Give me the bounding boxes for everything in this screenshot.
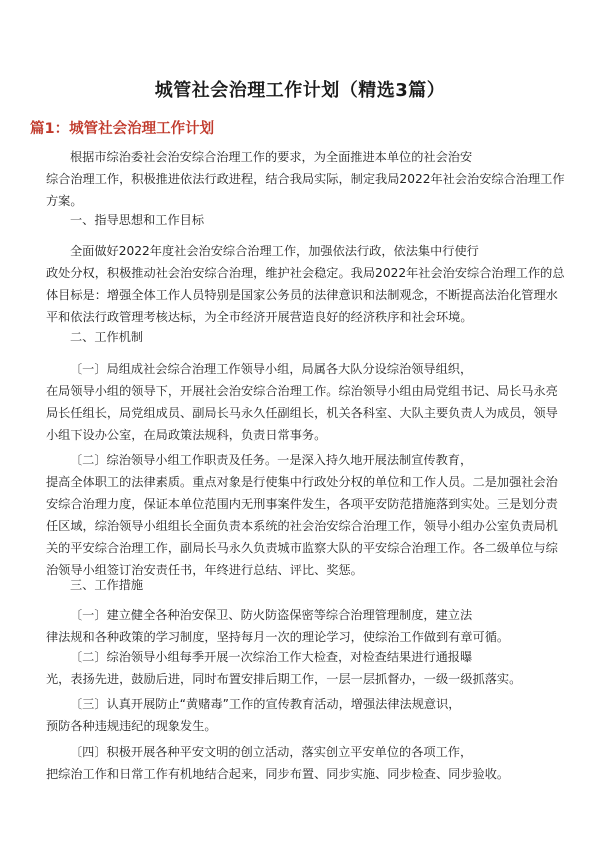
paragraph-line: 〔三〕认真开展防止“黄赌毒”工作的宣传教育活动，增强法律法规意识， xyxy=(70,697,461,711)
paragraph-line: 〔一〕局组成社会综合治理工作领导小组，局属各大队分设综治领导组织， xyxy=(70,362,473,376)
paragraph-line: 方案。 xyxy=(46,194,83,208)
paragraph-line: 任区域，综治领导小组组长全面负责本系统的社会治安综合治理工作，领导小组办公室负责局机 xyxy=(46,519,558,533)
paragraph-line: 在局领导小组的领导下，开展社会治安综合治理工作。综治领导小组由局党组书记、局长马永亮 xyxy=(46,384,558,398)
paragraph-line: 〔二〕综治领导小组每季开展一次综治工作大检查，对检查结果进行通报曝 xyxy=(70,650,473,664)
heading-work-measures: 三、工作措施 xyxy=(70,578,144,592)
paragraph-measure-1 xyxy=(46,604,556,648)
paragraph-measure-4 xyxy=(46,741,556,785)
paragraph-line: 提高全体职工的法律素质。重点对象是行使集中行政处分权的单位和工作人员。二是加强社会治 xyxy=(46,475,558,489)
paragraph-line: 律法规和各种政策的学习制度，坚持每月一次的理论学习，使综治工作做到有章可循。 xyxy=(46,630,510,644)
paragraph-line: 把综治工作和日常工作有机地结合起来，同步布置、同步实施、同步检查、同步验收。 xyxy=(46,767,510,781)
paragraph-line: 治领导小组签订治安责任书，年终进行总结、评比、奖惩。 xyxy=(46,563,363,577)
paragraph-intro xyxy=(46,146,565,212)
paragraph-measure-2 xyxy=(46,646,556,690)
paragraph-line: 综合治理工作，积极推进依法行政进程，结合我局实际，制定我局2022年社会治安综合治理工作 xyxy=(46,172,565,186)
paragraph-mechanism-2 xyxy=(46,449,556,581)
paragraph-line: 安综合治理力度，保证本单位范围内无刑事案件发生，各项平安防范措施落到实处。三是划分责 xyxy=(46,497,558,511)
paragraph-mechanism-1 xyxy=(46,358,556,446)
heading-guiding-ideology: 一、指导思想和工作目标 xyxy=(70,213,205,227)
section-subtitle: 篇1：城管社会治理工作计划 xyxy=(30,121,215,137)
paragraph-line: 预防各种违规违纪的现象发生。 xyxy=(46,719,217,733)
paragraph-measure-3 xyxy=(46,693,556,737)
paragraph-line: 体目标是：增强全体工作人员特别是国家公务员的法律意识和法制观念，不断提高法治化管理水 xyxy=(46,288,558,302)
heading-work-mechanism: 二、工作机制 xyxy=(70,330,144,344)
paragraph-line: 局长任组长，局党组成员、副局长马永久任副组长，机关各科室、大队主要负责人为成员，领导 xyxy=(46,406,558,420)
paragraph-line: 光，表扬先进，鼓励后进，同时布置安排后期工作，一层一层抓督办，一级一级抓落实。 xyxy=(46,672,522,686)
paragraph-line: 〔四〕积极开展各种平安文明的创立活动，落实创立平安单位的各项工作， xyxy=(70,745,473,759)
paragraph-line: 根据市综治委社会治安综合治理工作的要求，为全面推进本单位的社会治安 xyxy=(70,150,473,164)
paragraph-line: 关的平安综合治理工作，副局长马永久负责城市监察大队的平安综合治理工作。各二级单位与综 xyxy=(46,541,558,555)
paragraph-line: 全面做好2022年度社会治安综合治理工作，加强依法行政，依法集中行使行 xyxy=(70,244,479,258)
document-title: 城管社会治理工作计划（精选3篇） xyxy=(154,80,446,101)
paragraph-line: 政处分权，积极推动社会治安综合治理，维护社会稳定。我局2022年社会治安综合治理工作的总 xyxy=(46,266,565,280)
paragraph-line: 平和依法行政管理考核达标，为全市经济开展营造良好的经济秩序和社会环境。 xyxy=(46,310,473,324)
paragraph-line: 〔二〕综治领导小组工作职责及任务。一是深入持久地开展法制宣传教育， xyxy=(70,453,473,467)
paragraph-line: 小组下设办公室，在局政策法规科，负责日常事务。 xyxy=(46,428,327,442)
paragraph-line: 〔一〕建立健全各种治安保卫、防火防盗保密等综合治理管理制度，建立法 xyxy=(70,608,473,622)
paragraph-goals xyxy=(46,240,565,328)
